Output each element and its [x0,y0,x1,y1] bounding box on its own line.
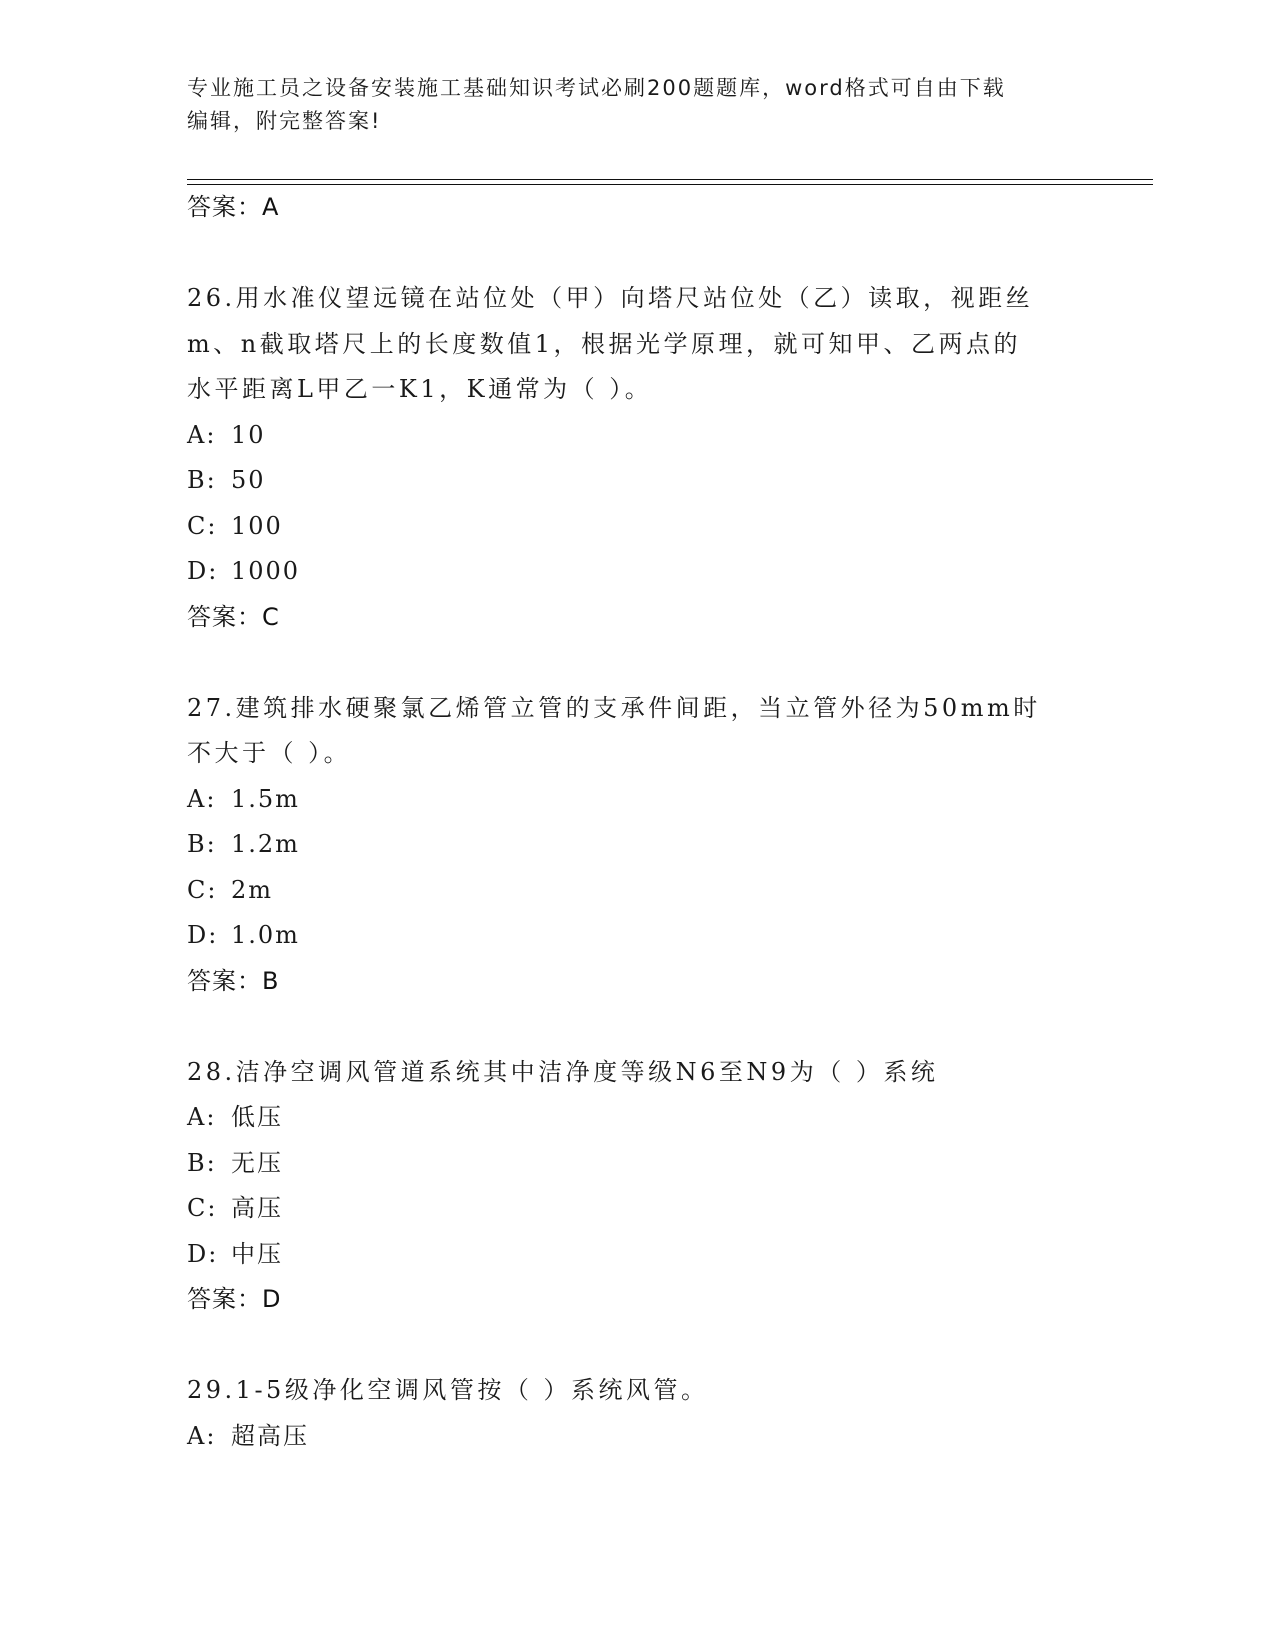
header-line-1: 专业施工员之设备安装施工基础知识考试必刷200题题库，word格式可自由下载 [187,76,1006,100]
question-stem-line: 26.用水准仪望远镜在站位处（甲）向塔尺站位处（乙）读取，视距丝 [187,284,1034,312]
question-spacer [187,640,1087,686]
header-line-2: 编辑，附完整答案! [187,109,382,133]
option-label: D: [187,557,219,585]
question-stem-line: 28.洁净空调风管道系统其中洁净度等级N6至N9为（ ）系统 [187,1057,939,1086]
question-item [187,1050,1087,1323]
option-text: 1.5m [231,784,300,813]
option-label: C: [187,875,218,904]
answer-option [187,1186,1087,1232]
answer-option [187,868,1087,914]
previous-answer: 答案：A [187,193,280,221]
option-label: B: [187,466,217,494]
document-header [187,72,1087,138]
question-stem-line: m、n截取塔尺上的长度数值1，根据光学原理，就可知甲、乙两点的 [187,329,1021,358]
option-label: D: [187,921,219,949]
answer-option [187,549,1087,595]
answer-option [187,1414,1087,1460]
option-text: 高压 [231,1194,283,1222]
option-text: 低压 [231,1103,283,1131]
option-text: 1.2m [231,830,300,858]
question-spacer [187,1004,1087,1050]
question-list [187,185,1087,1459]
question-spacer [187,230,1087,276]
option-text: 2m [231,875,274,904]
answer-key: 答案：B [187,966,280,995]
answer-option [187,777,1087,823]
question-spacer [187,1322,1087,1368]
option-label: B: [187,1148,217,1177]
question-item [187,686,1087,1004]
option-label: A: [187,1421,217,1450]
question-stem-line: 29.1-5级净化空调风管按（ ）系统风管。 [187,1376,709,1404]
option-text: 1000 [231,557,301,585]
option-label: A: [187,784,217,813]
option-label: A: [187,1103,217,1131]
option-text: 100 [231,511,283,540]
answer-option [187,458,1087,504]
answer-option [187,1141,1087,1187]
option-text: 中压 [231,1239,283,1268]
option-text: 超高压 [231,1421,309,1450]
option-text: 无压 [231,1148,283,1177]
question-item [187,1368,1087,1459]
answer-option [187,1232,1087,1278]
answer-option [187,504,1087,550]
question-stem-line: 不大于（ ）。 [187,739,352,767]
answer-option [187,1095,1087,1141]
option-text: 50 [231,466,266,494]
answer-option [187,413,1087,459]
question-item [187,276,1087,640]
option-text: 1.0m [231,921,300,949]
answer-option [187,913,1087,959]
option-label: C: [187,1194,218,1222]
header-divider-top [187,179,1153,180]
option-label: B: [187,830,217,858]
answer-key: 答案：C [187,602,280,631]
question-stem-line: 水平距离L甲乙一K1，K通常为（ ）。 [187,375,653,403]
option-label: A: [187,420,217,449]
answer-option [187,822,1087,868]
option-label: D: [187,1239,219,1268]
option-label: C: [187,511,218,540]
option-text: 10 [231,420,266,449]
answer-key: 答案：D [187,1285,282,1313]
question-stem-line: 27.建筑排水硬聚氯乙烯管立管的支承件间距，当立管外径为50mm时 [187,693,1041,722]
